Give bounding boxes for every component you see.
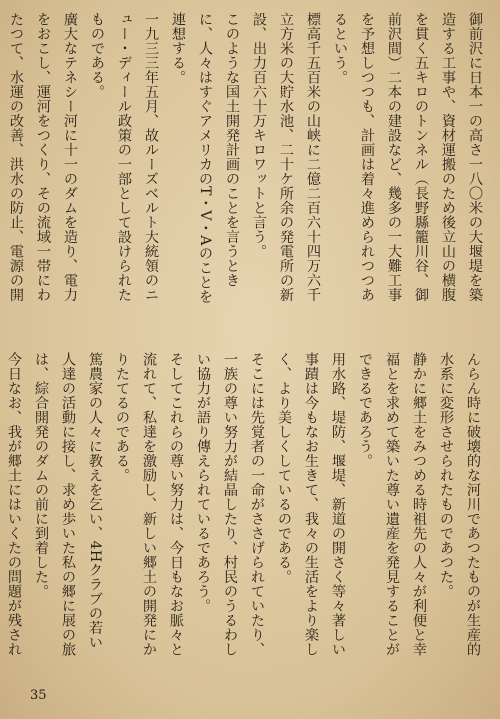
paragraph: 静かに郷土をみつめる時祖先の人々が利便と幸福とを求めて築いた尊い遺産を発見することができるであろう。 <box>357 352 427 657</box>
page-number: 35 <box>30 688 47 703</box>
paragraph: 一九三三年五月、故ルーズベルト大統領のニュー・ディール政策の一部として設けられたものである。 <box>89 12 159 302</box>
paragraph: んらん時に破壊的な河川であつたものが生産的水系に変形させられたものであつた。 <box>438 352 481 657</box>
paragraph: 篤農家の人々に教えを乞い、4Hクラブの若い人達の活動に接し、求め歩いた私の郷に展の旅は、綜合開発のダムの前に到着した。 <box>33 352 103 657</box>
paragraph: そこには先覚者の一命がささげられていたり、一族の尊い努力が結晶したり、村民のうるわしい協力が語り傳えられているであろう。 <box>195 352 265 657</box>
upper-text-block <box>0 12 488 310</box>
paragraph: 廣大なテネシー河に十一のダムを造り、電力をおこし、運河をつくり、その流域一帯にわたつて、水運の改善、洪水の防止、電源の開 <box>8 12 78 302</box>
lower-text-block <box>0 352 486 660</box>
paragraph: そしてこれらの尊い努力は、今日もなお脈々と流れて、私達を激励し、新しい郷土の開発にかりたてるのである。 <box>114 352 184 657</box>
paragraph: 今日なお、我が郷土にはいくたの問題が残され <box>6 352 22 657</box>
paragraph: 標高千五百米の山峡に二億二百六十四万六千立方米の大貯水池、二十ケ所余の発電所の新設、出力百六十万キロワットと言う。 <box>251 12 321 302</box>
paragraph: 御前沢に日本一の高さ一八〇米の大堰堤を築造する工事や、資材運搬のため後立山の横腹を貫く五キロのトンネル（長野縣籠川谷、御前沢間）二本の建設など、幾多の一大難工事を予想しつつも、計画は着々進められつつあるという。 <box>332 12 483 302</box>
paragraph: このような国土開発計画のことを言うときに、人々はすぐアメリカのT・V・Aのことを連想する。 <box>170 12 240 304</box>
paragraph: 用水路、堤防、堰堤、新道の開さく等々著しい事蹟は今もなお生きて、我々の生活をより楽しく、より美しくしているのである。 <box>276 352 346 657</box>
